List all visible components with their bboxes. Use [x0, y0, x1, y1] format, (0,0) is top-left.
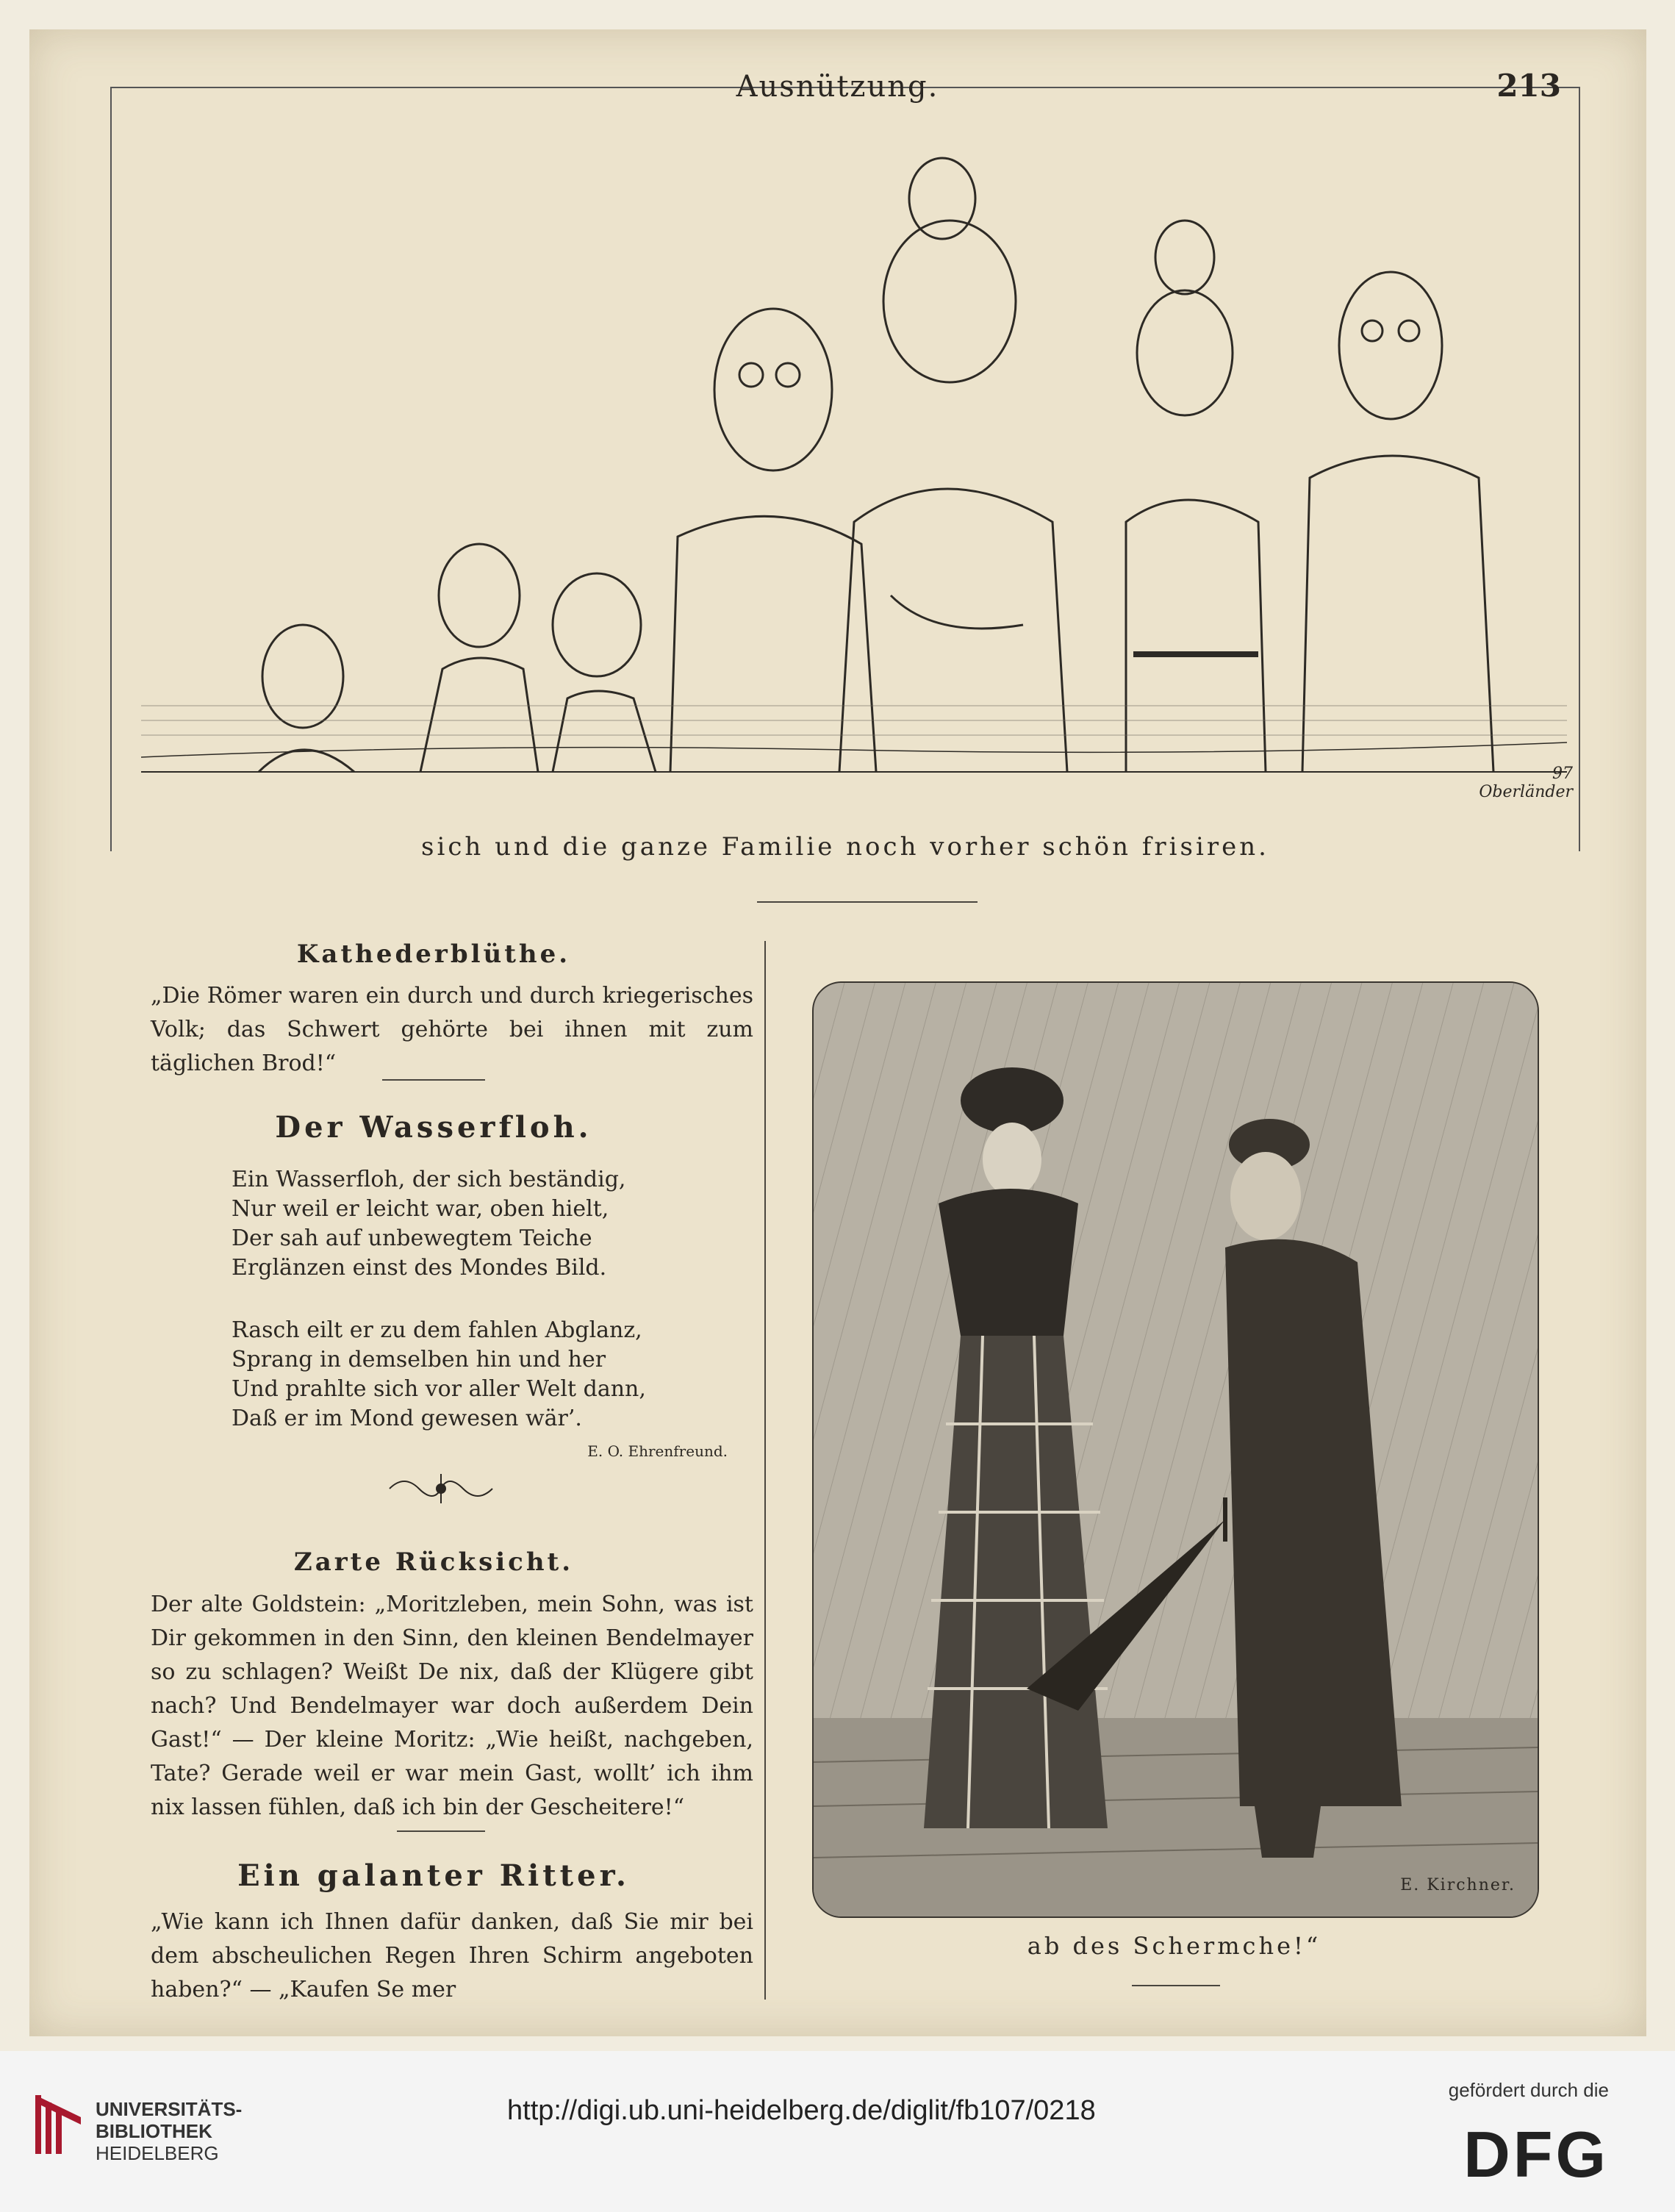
right-caption-divider — [1132, 1985, 1220, 1986]
logo-line: UNIVERSITÄTS- — [96, 2098, 243, 2120]
wasserfloh-stanza-1 — [232, 1165, 746, 1283]
verse-line: Erglänzen einst des Mondes Bild. — [232, 1255, 607, 1281]
permalink-url[interactable]: http://digi.ub.uni-heidelberg.de/diglit/fb107/0218 — [507, 2095, 1096, 2126]
verse-line: Der sah auf unbewegtem Teiche — [232, 1225, 592, 1251]
rain-illustration-signature: E. Kirchner. — [1400, 1876, 1516, 1894]
katheder-text: „Die Römer waren ein durch und durch kriegerisches Volk; das Schwert gehörte bei ihnen mit zum täglichen Brod!“ — [151, 983, 753, 1076]
rain-scene-drawing — [814, 983, 1538, 1916]
verse-line: Sprang in demselben hin und her — [232, 1347, 606, 1372]
top-illustration-signature: 97 Oberländer — [1479, 765, 1573, 801]
wasserfloh-stanza-2 — [232, 1316, 746, 1433]
verse-line: Nur weil er leicht war, oben hielt, — [232, 1196, 609, 1222]
top-illustration-caption: sich und die ganze Familie noch vorher schön frisiren. — [421, 832, 1269, 862]
rain-illustration-caption: ab des Schermche!“ — [1027, 1932, 1321, 1960]
funded-by-text: gefördert durch die — [1448, 2079, 1609, 2101]
rain-umbrella-illustration — [812, 981, 1539, 1918]
verse-line: Daß er im Mond gewesen wär’. — [232, 1406, 582, 1431]
family-hairdo-illustration — [112, 110, 1582, 809]
caption-divider — [757, 901, 978, 903]
logo-line: BIBLIOTHEK — [96, 2120, 212, 2142]
digital-library-footer — [0, 2051, 1675, 2212]
verse-line: Und prahlte sich vor aller Welt dann, — [232, 1376, 646, 1402]
logo-line: HEIDELBERG — [96, 2142, 219, 2164]
dfg-logo: DFG — [1463, 2118, 1609, 2191]
ornament-divider — [382, 1467, 500, 1511]
katheder-title: Kathederblüthe. — [296, 939, 571, 969]
page-number: 213 — [1496, 68, 1561, 104]
column-divider — [764, 941, 766, 2000]
katheder-divider — [382, 1079, 485, 1081]
wasserfloh-title: Der Wasserfloh. — [275, 1110, 592, 1145]
wasserfloh-author: E. O. Ehrenfreund. — [587, 1442, 728, 1460]
zarte-title: Zarte Rücksicht. — [293, 1547, 574, 1577]
verse-line: Ein Wasserfloh, der sich beständig, — [232, 1167, 626, 1192]
university-logo-icon — [29, 2088, 85, 2161]
ritter-text: „Wie kann ich Ihnen dafür danken, daß Sie mir bei dem abscheulichen Regen Ihren Schirm angeboten haben?“ — „Kaufen Se mer — [151, 1909, 753, 2002]
zarte-text: Der alte Goldstein: „Moritzleben, mein Sohn, was ist Dir gekommen in den Sinn, den kleinen Bendelmayer so zu schlagen? Weißt De nix, daß der Klügere gibt nach? Und Bendelmayer war doch außerdem Dein Gast!“ — Der kleine Moritz: „Wie heißt, nachgeben, Tate? Gerade weil er war mein Gast, wollt’ ich ihm nix lassen fühlen, daß ich bin der Gescheitere!“ — [151, 1592, 753, 1820]
university-logo-text — [96, 2098, 242, 2164]
page-title: Ausnützung. — [736, 70, 939, 104]
family-drawing — [112, 110, 1582, 809]
zarte-divider — [397, 1830, 485, 1832]
ritter-title: Ein galanter Ritter. — [237, 1858, 630, 1893]
verse-line: Rasch eilt er zu dem fahlen Abglanz, — [232, 1317, 642, 1343]
